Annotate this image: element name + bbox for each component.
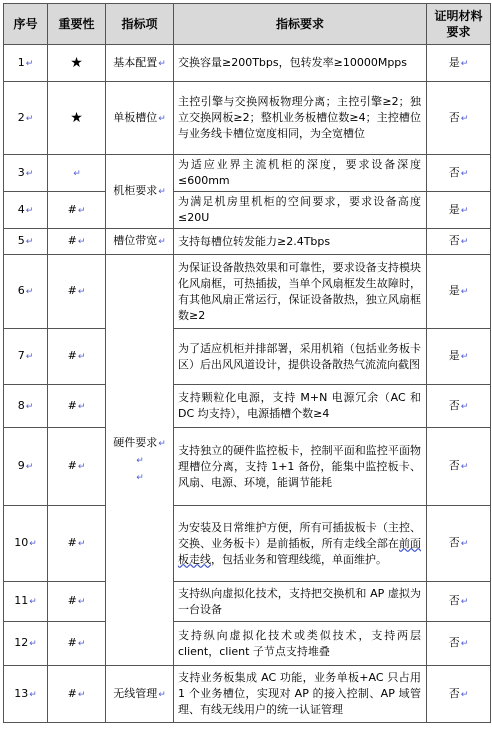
row-requirement: 支持独立的硬件监控板卡，控制平面和监控平面物理槽位分离，支持 1+1 备份，能集中监控板卡、风扇、电源、环境，能调节能耗 xyxy=(174,428,427,506)
table-row xyxy=(4,82,491,155)
row-proof: 否↵ xyxy=(427,229,491,255)
header-proof: 证明材料要求 xyxy=(427,4,491,45)
row-importance: #↵ xyxy=(48,192,106,229)
row-no: 5↵ xyxy=(4,229,48,255)
row-no: 12↵ xyxy=(4,622,48,666)
row-importance: #↵ xyxy=(48,229,106,255)
header-no: 序号 xyxy=(4,4,48,45)
row-indicator: 无线管理↵ xyxy=(106,666,174,723)
row-no: 3↵ xyxy=(4,155,48,192)
row-proof: 否↵ xyxy=(427,155,491,192)
row-requirement: 支持颗粒化电源，支持 M+N 电源冗余（AC 和 DC 均支持），电源插槽个数≥4 xyxy=(174,385,427,428)
row-importance: #↵ xyxy=(48,666,106,723)
table-row xyxy=(4,229,491,255)
table-row xyxy=(4,45,491,82)
row-proof: 否↵ xyxy=(427,428,491,506)
row-importance: #↵ xyxy=(48,385,106,428)
row-importance: ↵ xyxy=(48,155,106,192)
row-no: 1↵ xyxy=(4,45,48,82)
table-row xyxy=(4,506,491,582)
header-indicator: 指标项 xyxy=(106,4,174,45)
row-no: 13↵ xyxy=(4,666,48,723)
table-row xyxy=(4,666,491,723)
header-row xyxy=(4,4,491,45)
row-proof: 是↵ xyxy=(427,192,491,229)
row-proof: 否↵ xyxy=(427,82,491,155)
row-no: 7↵ xyxy=(4,329,48,385)
row-no: 2↵ xyxy=(4,82,48,155)
table-row xyxy=(4,385,491,428)
row-proof: 否↵ xyxy=(427,582,491,622)
row-requirement: 为了适应机柜并排部署，采用机箱（包括业务板卡区）后出风风道设计，提供设备散热气流流向截图 xyxy=(174,329,427,385)
row-proof: 是↵ xyxy=(427,255,491,329)
row-requirement: 支持纵向虚拟化技术，支持把交换机和 AP 虚拟为一台设备 xyxy=(174,582,427,622)
row-no: 10↵ xyxy=(4,506,48,582)
row-requirement: 支持纵向虚拟化技术或类似技术，支持两层 client，client 子节点支持堆叠 xyxy=(174,622,427,666)
row-no: 4↵ xyxy=(4,192,48,229)
row-requirement: 支持业务板集成 AC 功能，业务单板+AC 只占用 1 个业务槽位，实现对 AP 的接入控制、AP 域管理、有线无线用户的统一认证管理 xyxy=(174,666,427,723)
row-indicator: 槽位带宽↵ xyxy=(106,229,174,255)
row-indicator: 单板槽位↵ xyxy=(106,82,174,155)
table-row xyxy=(4,155,491,192)
row-proof: 是↵ xyxy=(427,329,491,385)
row-indicator: 机柜要求↵ xyxy=(106,155,174,229)
underlined-text: 前面板走线 xyxy=(178,536,422,566)
row-importance: #↵ xyxy=(48,582,106,622)
row-importance: ★ xyxy=(48,82,106,155)
row-proof: 否↵ xyxy=(427,666,491,723)
row-proof: 否↵ xyxy=(427,385,491,428)
row-requirement: 支持每槽位转发能力≥2.4Tbps xyxy=(174,229,427,255)
row-importance: #↵ xyxy=(48,329,106,385)
row-importance: ★ xyxy=(48,45,106,82)
row-indicator: 硬件要求↵ ↵ ↵ xyxy=(106,255,174,666)
table-row xyxy=(4,428,491,506)
row-importance: #↵ xyxy=(48,622,106,666)
row-importance: #↵ xyxy=(48,428,106,506)
row-requirement: 主控引擎与交换网板物理分离；主控引擎≥2；独立交换网板≥2；整机业务板槽位数≥4；主控槽位与业务线卡槽位宽度相同，为全宽槽位 xyxy=(174,82,427,155)
row-no: 6↵ xyxy=(4,255,48,329)
row-importance: #↵ xyxy=(48,506,106,582)
row-requirement: 为安装及日常维护方便，所有可插拔板卡（主控、交换、业务板卡）是前插板，所有走线全部在前面板走线，包括业务和管理线缆，单面维护。 xyxy=(174,506,427,582)
requirements-table xyxy=(3,3,491,723)
header-requirement: 指标要求 xyxy=(174,4,427,45)
row-no: 11↵ xyxy=(4,582,48,622)
table-row xyxy=(4,329,491,385)
table-row xyxy=(4,192,491,229)
row-requirement: 交换容量≥200Tbps，包转发率≥10000Mpps xyxy=(174,45,427,82)
row-indicator: 基本配置↵ xyxy=(106,45,174,82)
row-requirement: 为保证设备散热效果和可靠性，要求设备支持模块化风扇框，可热插拔，当单个风扇框发生故障时，有其他风扇正常运行，保证设备散热，独立风扇框数≥2 xyxy=(174,255,427,329)
row-importance: #↵ xyxy=(48,255,106,329)
row-no: 8↵ xyxy=(4,385,48,428)
row-no: 9↵ xyxy=(4,428,48,506)
table-row xyxy=(4,255,491,329)
row-requirement: 为满足机房里机柜的空间要求，要求设备高度≤20U xyxy=(174,192,427,229)
table-row xyxy=(4,582,491,622)
header-importance: 重要性 xyxy=(48,4,106,45)
row-proof: 是↵ xyxy=(427,45,491,82)
row-proof: 否↵ xyxy=(427,622,491,666)
row-requirement: 为适应业界主流机柜的深度，要求设备深度≤600mm xyxy=(174,155,427,192)
row-proof: 否↵ xyxy=(427,506,491,582)
table-row xyxy=(4,622,491,666)
